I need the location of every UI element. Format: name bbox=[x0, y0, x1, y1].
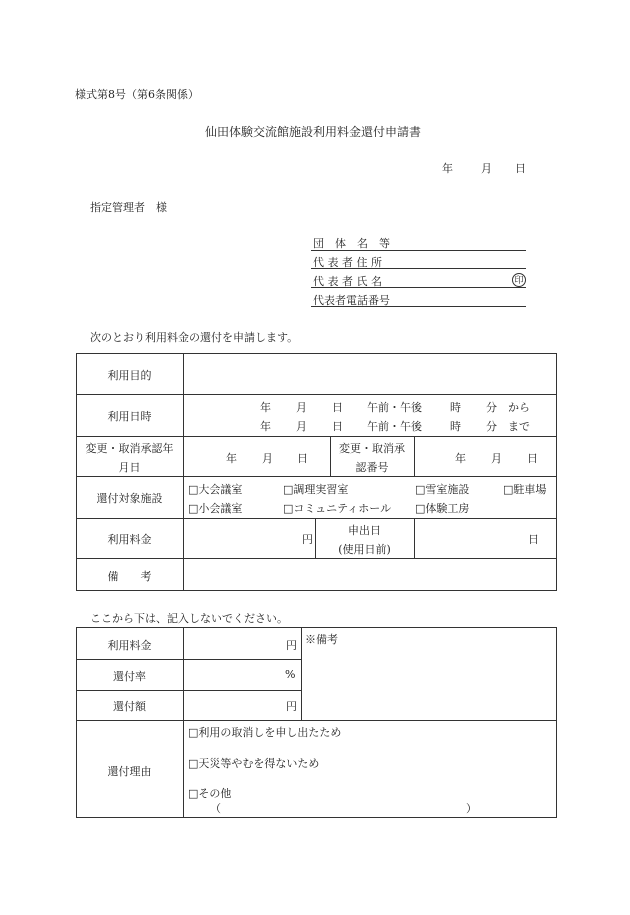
seal-mark: 印 bbox=[512, 273, 526, 287]
end-ampm-option[interactable]: 午前・午後 bbox=[367, 420, 422, 433]
date-day-label: 日 bbox=[515, 162, 526, 175]
refund-amount-unit: 円 bbox=[286, 700, 297, 713]
reason-other[interactable]: □その他 bbox=[188, 787, 232, 800]
start-year-label: 年 bbox=[260, 401, 271, 414]
facility-community-hall[interactable]: □コミュニティホール bbox=[283, 502, 392, 515]
end-year-label: 年 bbox=[260, 420, 271, 433]
change-date-label-2: 月日 bbox=[118, 461, 141, 474]
start-month-label: 月 bbox=[296, 401, 307, 414]
reason-cancellation[interactable]: □利用の取消しを申し出たため bbox=[188, 726, 342, 739]
rep-phone-line[interactable] bbox=[311, 306, 526, 307]
office-remarks-label: ※備考 bbox=[305, 633, 338, 646]
org-name-line[interactable] bbox=[311, 250, 526, 251]
fee-unit: 円 bbox=[302, 533, 313, 546]
apply-date-day-label: 日 bbox=[528, 533, 539, 546]
approval-year-label: 年 bbox=[455, 452, 466, 465]
date-month-label: 月 bbox=[481, 162, 492, 175]
end-day-label: 日 bbox=[332, 420, 343, 433]
rep-address-line[interactable] bbox=[311, 268, 526, 269]
datetime-label: 利用日時 bbox=[107, 410, 152, 423]
refund-rate-unit: % bbox=[285, 668, 296, 681]
form-title: 仙田体験交流館施設利用料金還付申請書 bbox=[205, 125, 422, 139]
facility-cooking-room[interactable]: □調理実習室 bbox=[283, 483, 349, 496]
start-minute-label: 分 bbox=[486, 401, 497, 414]
intro-text: 次のとおり利用料金の還付を申請します。 bbox=[90, 331, 299, 344]
facility-large-meeting-room[interactable]: □大会議室 bbox=[188, 483, 243, 496]
change-year-label: 年 bbox=[226, 452, 237, 465]
rep-name-line[interactable] bbox=[311, 287, 526, 288]
apply-date-label-1: 申出日 bbox=[348, 524, 381, 537]
fee-label: 利用料金 bbox=[107, 533, 152, 546]
change-date-label-1: 変更・取消承認年 bbox=[85, 442, 174, 455]
change-day-label: 日 bbox=[297, 452, 308, 465]
purpose-field[interactable] bbox=[185, 355, 555, 393]
rep-phone-label: 代表者電話番号 bbox=[313, 294, 390, 307]
facility-small-meeting-room[interactable]: □小会議室 bbox=[188, 502, 243, 515]
approval-label-2: 認番号 bbox=[355, 461, 389, 474]
reason-other-paren-close: ） bbox=[466, 802, 477, 815]
facility-workshop[interactable]: □体験工房 bbox=[415, 502, 470, 515]
office-fee-unit: 円 bbox=[286, 639, 297, 652]
change-month-label: 月 bbox=[262, 452, 273, 465]
start-day-label: 日 bbox=[332, 401, 343, 414]
end-minute-label: 分 bbox=[486, 420, 497, 433]
end-month-label: 月 bbox=[296, 420, 307, 433]
org-name-label: 団 体 名 等 bbox=[313, 237, 390, 250]
remarks-field[interactable] bbox=[185, 560, 555, 589]
purpose-label: 利用目的 bbox=[107, 369, 152, 382]
start-hour-label: 時 bbox=[450, 401, 461, 414]
rep-name-label: 代 表 者 氏 名 bbox=[313, 275, 382, 288]
reason-other-paren-open: （ bbox=[210, 802, 221, 815]
refund-amount-label: 還付額 bbox=[113, 700, 146, 713]
date-year-label: 年 bbox=[442, 162, 453, 175]
facility-label: 還付対象施設 bbox=[96, 492, 163, 505]
remarks-label: 備 考 bbox=[107, 570, 152, 583]
office-fee-label: 利用料金 bbox=[107, 639, 152, 652]
office-note: ここから下は、記入しないでください。 bbox=[90, 612, 288, 625]
form-number: 様式第8号（第6条関係） bbox=[75, 88, 199, 101]
start-ampm-option[interactable]: 午前・午後 bbox=[367, 401, 422, 414]
facility-parking[interactable]: □駐車場 bbox=[503, 483, 547, 496]
approval-day-label: 日 bbox=[527, 452, 538, 465]
end-suffix: まで bbox=[508, 420, 530, 433]
apply-date-label-2: (使用日前) bbox=[338, 543, 391, 556]
refund-rate-label: 還付率 bbox=[113, 670, 146, 683]
refund-reason-label: 還付理由 bbox=[107, 765, 152, 778]
office-table bbox=[76, 627, 557, 818]
approval-label-1: 変更・取消承 bbox=[339, 442, 405, 455]
start-suffix: から bbox=[508, 401, 530, 414]
approval-month-label: 月 bbox=[491, 452, 502, 465]
facility-snow-room[interactable]: □雪室施設 bbox=[415, 483, 470, 496]
addressee: 指定管理者 様 bbox=[90, 201, 167, 214]
end-hour-label: 時 bbox=[450, 420, 461, 433]
rep-address-label: 代 表 者 住 所 bbox=[313, 256, 382, 269]
reason-natural-disaster[interactable]: □天災等やむを得ないため bbox=[188, 757, 320, 770]
